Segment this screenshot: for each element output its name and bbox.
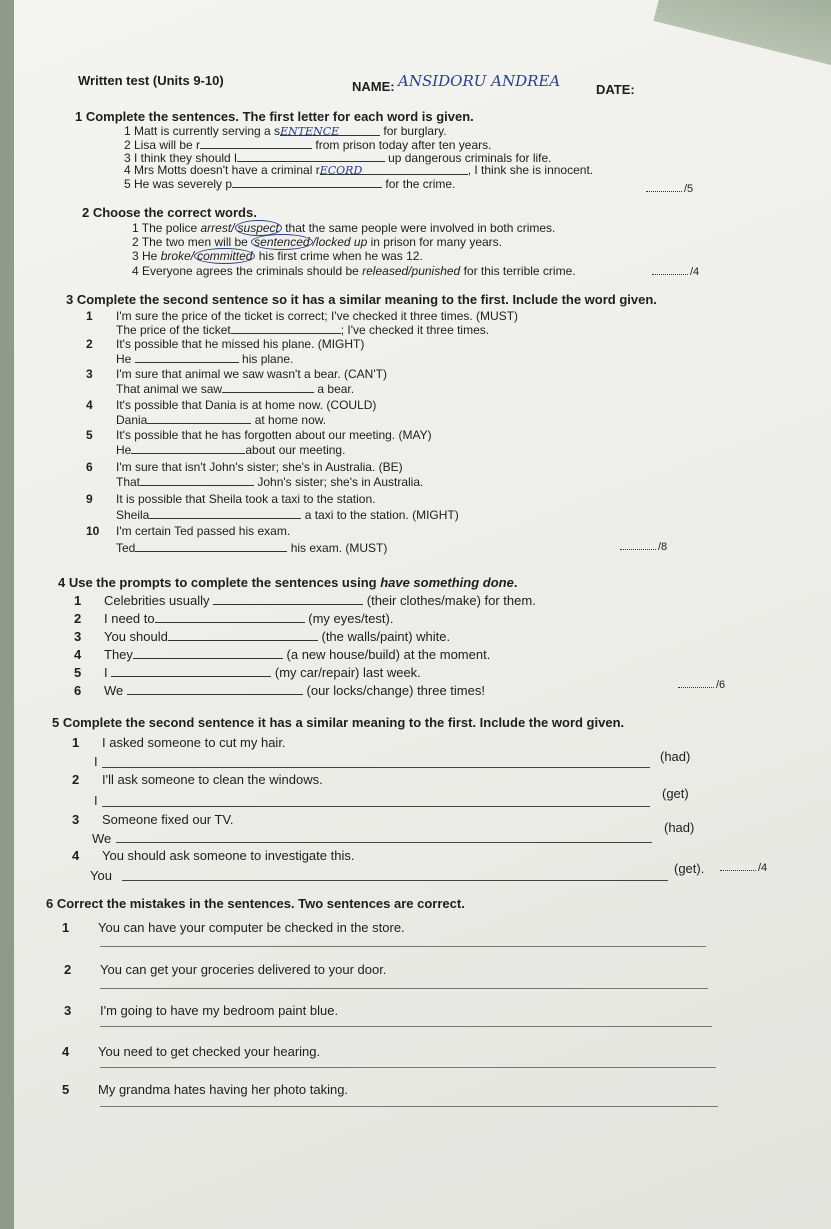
s2-item-1-opt1[interactable]: arrest (200, 221, 232, 235)
s4-item-4-pre: They (104, 647, 133, 662)
s6-item-5-answer-line[interactable] (100, 1106, 718, 1107)
s4-item-6-post: (our locks/change) three times! (306, 683, 485, 698)
s5-item-2 (72, 772, 323, 787)
s2-item-3-end: his first crime when he was 12. (255, 249, 423, 263)
s3-item-2-a: It's possible that he missed his plane. (MIGHT) (116, 337, 365, 351)
s3-item-3-bpre: That animal we saw (116, 382, 223, 396)
s1-item-1 (124, 124, 447, 138)
s2-item-2-text: 2 The two men will be (132, 235, 252, 249)
s3-item-4-blank[interactable] (147, 412, 251, 424)
s5-item-2-word: (get) (662, 786, 689, 801)
s5-item-4-answer-line[interactable] (122, 880, 668, 881)
s5-item-4-word: (get). (674, 861, 705, 876)
s4-item-3 (74, 629, 450, 644)
s4-item-5-post: (my car/repair) last week. (274, 665, 421, 680)
s5-item-3-a: Someone fixed our TV. (102, 812, 234, 827)
s3-item-4-num: 4 (86, 398, 93, 412)
s3-item-3-a: I'm sure that animal we saw wasn't a bear. (CAN'T) (116, 367, 387, 381)
s3-item-6-bpost: John's sister; she's in Australia. (257, 475, 424, 489)
s3-item-6-b (116, 474, 423, 489)
s3-item-9-a: It is possible that Sheila took a taxi to the station. (116, 492, 376, 506)
s1-item-2-end: from prison today after ten years. (315, 138, 492, 152)
s3-item-3 (86, 367, 387, 381)
s5-score-value: /4 (758, 862, 768, 874)
s3-item-5-b (116, 442, 345, 457)
s1-item-4-blank[interactable] (320, 163, 468, 175)
s4-item-4 (74, 647, 490, 662)
s4-item-2-num: 2 (74, 611, 82, 626)
s3-item-1-bpost: ; I've checked it three times. (340, 323, 490, 337)
s3-item-10-blank[interactable] (135, 540, 287, 552)
s2-item-2-end: in prison for many years. (367, 235, 502, 249)
s5-item-2-num: 2 (72, 772, 80, 787)
worksheet-paper (14, 0, 831, 1229)
s3-item-6 (86, 460, 403, 474)
s4-item-6 (74, 683, 485, 698)
s2-item-1-text: 1 The police (132, 221, 201, 235)
section-5-title: 5 Complete the second sentence it has a similar meaning to the first. Include the word given. (52, 715, 625, 730)
s6-item-2-num: 2 (64, 962, 72, 977)
s1-item-3-end: up dangerous criminals for life. (388, 151, 552, 165)
s2-item-1-opt2[interactable]: suspect (235, 220, 282, 236)
s6-item-5-num: 5 (62, 1082, 70, 1097)
s4-item-6-pre: We (104, 683, 124, 698)
s3-item-1-num: 1 (86, 309, 93, 323)
s1-item-5-text: 5 He was severely p (124, 177, 233, 191)
s3-item-4 (86, 398, 376, 412)
s5-item-1-a: I asked someone to cut my hair. (102, 735, 286, 750)
s3-item-4-bpre: Dania (116, 413, 148, 427)
s6-item-1-text: You can have your computer be checked in the store. (98, 920, 405, 935)
s4-item-6-num: 6 (74, 683, 82, 698)
s1-item-2-blank[interactable] (200, 137, 312, 149)
s4-item-3-blank[interactable] (168, 629, 318, 641)
s2-item-3-opt1[interactable]: broke (160, 249, 191, 263)
s3-item-2-bpre: He (116, 352, 132, 366)
section-2-title: 2 Choose the correct words. (82, 205, 257, 220)
s3-item-10-b (116, 540, 387, 555)
s3-item-5-blank[interactable] (131, 442, 245, 454)
s4-item-2 (74, 611, 393, 626)
s3-item-5-bpost: about our meeting. (245, 443, 346, 457)
s2-item-4-opt1[interactable]: released (362, 264, 409, 278)
s3-item-3-num: 3 (86, 367, 93, 381)
s2-item-3-opt2[interactable]: committed (194, 248, 255, 264)
s5-item-2-b: I (94, 793, 98, 808)
s4-item-2-blank[interactable] (155, 611, 305, 623)
s4-item-5 (74, 665, 421, 680)
s4-item-1-post: (their clothes/make) for them. (366, 593, 536, 608)
s4-title-pre: 4 Use the prompts to complete the sentences using (58, 575, 381, 590)
s5-item-1-answer-line[interactable] (102, 767, 650, 768)
s3-item-4-bpost: at home now. (254, 413, 327, 427)
s3-score (620, 541, 667, 553)
s4-score-value: /6 (716, 679, 726, 691)
s3-item-2 (86, 337, 364, 351)
s6-item-4-text: You need to get checked your hearing. (98, 1044, 321, 1059)
s3-item-2-num: 2 (86, 337, 93, 351)
s1-score-value: /5 (684, 183, 694, 195)
s5-item-1 (72, 735, 286, 750)
s6-item-3-text: I'm going to have my bedroom paint blue. (100, 1003, 339, 1018)
s3-item-9-b (116, 507, 459, 522)
date-label: DATE: (596, 82, 635, 97)
s4-item-4-num: 4 (74, 647, 82, 662)
s6-item-5 (62, 1082, 348, 1097)
s5-item-2-answer-line[interactable] (102, 806, 650, 807)
s1-item-1-text: 1 Matt is currently serving a s (124, 124, 281, 138)
s4-item-4-post: (a new house/build) at the moment. (286, 647, 491, 662)
s4-item-1-num: 1 (74, 593, 82, 608)
s3-item-10-num: 10 (86, 524, 100, 538)
s1-item-3-text: 3 I think they should l (124, 151, 237, 165)
s3-item-1-b (116, 322, 489, 337)
s4-item-2-pre: I need to (104, 611, 155, 626)
s5-item-4 (72, 848, 354, 863)
s1-item-5-blank[interactable] (232, 176, 382, 188)
s1-item-4 (124, 163, 593, 177)
s5-item-4-num: 4 (72, 848, 80, 863)
s3-item-2-bpost: his plane. (242, 352, 294, 366)
s4-item-5-num: 5 (74, 665, 82, 680)
s4-title-post: . (513, 575, 518, 590)
s6-item-2-text: You can get your groceries delivered to your door. (100, 962, 387, 977)
s6-item-1-num: 1 (62, 920, 70, 935)
section-3-title: 3 Complete the second sentence so it has a similar meaning to the first. Include the word given. (66, 292, 657, 307)
s5-score (720, 862, 767, 874)
s5-item-2-a: I'll ask someone to clean the windows. (102, 772, 323, 787)
s2-score-value: /4 (690, 266, 700, 278)
s5-item-3-num: 3 (72, 812, 80, 827)
s5-item-1-num: 1 (72, 735, 80, 750)
s1-score (646, 183, 693, 195)
s4-item-1-blank[interactable] (213, 593, 363, 605)
s1-item-1-answer: ENTENCE (280, 125, 340, 138)
background-fold (654, 0, 831, 76)
s3-item-6-a: I'm sure that isn't John's sister; she's in Australia. (BE) (116, 460, 403, 474)
s4-item-5-pre: I (104, 665, 108, 680)
s3-item-3-bpost: a bear. (317, 382, 355, 396)
section-4-title (58, 575, 517, 590)
s5-item-3 (72, 812, 234, 827)
s1-item-1-blank[interactable] (280, 124, 380, 136)
s3-item-10-bpre: Ted (116, 541, 136, 555)
s6-item-3 (64, 1003, 338, 1018)
s3-item-5-num: 5 (86, 428, 93, 442)
s4-item-2-post: (my eyes/test). (308, 611, 394, 626)
s3-item-1-a: I'm sure the price of the ticket is correct; I've checked it three times. (MUST) (116, 309, 519, 323)
s2-item-4-opt2[interactable]: punished (411, 264, 461, 278)
s2-item-2-opt2[interactable]: locked up (315, 235, 368, 249)
s3-item-3-blank[interactable] (222, 381, 314, 393)
s5-item-3-word: (had) (664, 820, 695, 835)
s6-item-2 (64, 962, 386, 977)
s2-item-4-end: for this terrible crime. (460, 264, 576, 278)
s2-item-3: 3 He broke/ committed his first crime when he was 12. (132, 249, 423, 263)
s1-item-5 (124, 176, 455, 191)
s4-item-1-pre: Celebrities usually (104, 593, 210, 608)
s2-item-1: 1 The police arrest/ suspect that the same people were involved in both crimes. (132, 221, 556, 235)
s3-item-3-b (116, 381, 354, 396)
s3-item-6-blank[interactable] (140, 474, 254, 486)
section-6-title: 6 Correct the mistakes in the sentences. Two sentences are correct. (46, 896, 465, 911)
name-label: NAME: (352, 79, 395, 94)
s3-item-2-b (116, 351, 293, 366)
s1-item-2-text: 2 Lisa will be r (124, 138, 201, 152)
s3-item-10-a: I'm certain Ted passed his exam. (116, 524, 291, 538)
s2-item-4-text: 4 Everyone agrees the criminals should be (132, 264, 363, 278)
s4-item-1 (74, 593, 536, 608)
s3-item-10-bpost: his exam. (MUST) (290, 541, 388, 555)
s4-item-5-blank[interactable] (111, 665, 271, 677)
s3-item-5-bpre: He (116, 443, 132, 457)
s1-item-5-end: for the crime. (385, 177, 456, 191)
s3-item-9-num: 9 (86, 492, 93, 506)
s3-item-1-blank[interactable] (231, 322, 341, 334)
s2-item-2-opt1[interactable]: sentenced (251, 234, 312, 250)
s6-item-3-num: 3 (64, 1003, 72, 1018)
s3-item-5-a: It's possible that he has forgotten about our meeting. (MAY) (116, 428, 432, 442)
s3-score-value: /8 (658, 541, 668, 553)
s1-item-3-blank[interactable] (237, 150, 385, 162)
name-value: ANSIDORU ANDREA (398, 72, 561, 90)
s3-item-9-bpost: a taxi to the station. (MIGHT) (304, 508, 459, 522)
s6-item-5-text: My grandma hates having her photo taking. (98, 1082, 349, 1097)
s5-item-4-a: You should ask someone to investigate this. (102, 848, 355, 863)
s3-item-9 (86, 492, 375, 506)
s6-item-1-answer-line[interactable] (100, 946, 706, 947)
s3-item-1-bpre: The price of the ticket (116, 323, 231, 337)
s4-item-3-post: (the walls/paint) white. (321, 629, 451, 644)
s3-item-9-bpre: Sheila (116, 508, 150, 522)
section-1-title: 1 Complete the sentences. The first letter for each word is given. (75, 109, 474, 124)
s1-item-4-text: 4 Mrs Motts doesn't have a criminal r (124, 163, 320, 177)
s4-item-6-blank[interactable] (127, 683, 303, 695)
s5-item-4-b: You (90, 868, 112, 883)
s2-item-2: 2 The two men will be sentenced /locked up in prison for many years. (132, 235, 502, 249)
s5-item-1-b: I (94, 754, 98, 769)
s3-item-9-blank[interactable] (149, 507, 301, 519)
s3-item-1 (86, 309, 518, 323)
s6-item-4 (62, 1044, 320, 1059)
s1-item-4-answer: ECORD (319, 164, 363, 177)
s3-item-2-blank[interactable] (135, 351, 239, 363)
s4-title-em: have something done (380, 575, 514, 590)
s5-item-3-b: We (92, 831, 112, 846)
s3-item-4-b (116, 412, 326, 427)
s2-item-1-end: that the same people were involved in both crimes. (281, 221, 556, 235)
s3-item-6-bpre: That (116, 475, 141, 489)
s3-item-5 (86, 428, 432, 442)
s3-item-10 (86, 524, 290, 538)
s4-score (678, 679, 725, 691)
s5-item-1-word: (had) (660, 749, 691, 764)
s5-item-3-answer-line[interactable] (116, 842, 652, 843)
s1-item-1-end: for burglary. (383, 124, 447, 138)
s2-item-4: 4 Everyone agrees the criminals should be released/punished for this terrible crime. (132, 264, 576, 278)
s2-score (652, 266, 699, 278)
s2-item-3-text: 3 He (132, 249, 161, 263)
s6-item-3-answer-line[interactable] (100, 1026, 712, 1027)
s3-item-4-a: It's possible that Dania is at home now. (COULD) (116, 398, 377, 412)
s4-item-3-pre: You should (104, 629, 168, 644)
s6-item-1 (62, 920, 405, 935)
s1-item-4-end: , I think she is innocent. (467, 163, 594, 177)
s3-item-6-num: 6 (86, 460, 93, 474)
test-title: Written test (Units 9-10) (78, 73, 224, 88)
s4-item-4-blank[interactable] (133, 647, 283, 659)
s4-item-3-num: 3 (74, 629, 82, 644)
s6-item-2-answer-line[interactable] (100, 988, 708, 989)
s6-item-4-num: 4 (62, 1044, 70, 1059)
s6-item-4-answer-line[interactable] (100, 1067, 716, 1068)
